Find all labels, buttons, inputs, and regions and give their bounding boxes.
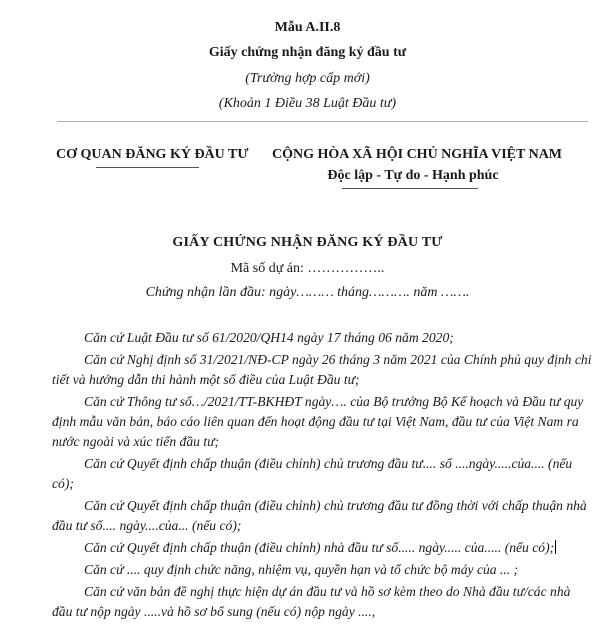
paragraph-investment-law: Căn cứ Luật Đầu tư số 61/2020/QH14 ngày 17 tháng 06 năm 2020; [84, 330, 454, 345]
republic-name: CỘNG HÒA XÃ HỘI CHỦ NGHĨA VIỆT NAM [272, 147, 563, 162]
national-motto: Độc lập - Tự do - Hạnh phúc [327, 168, 499, 183]
form-code: Mẫu A.II.8 [274, 20, 341, 35]
case-note: (Trường hợp cấp mới) [245, 71, 370, 86]
first-certification-date: Chứng nhận lần đầu: ngày……… tháng………. năm ……. [145, 285, 470, 300]
paragraph-investor-decision-text: Căn cứ Quyết định chấp thuận (điều chỉnh) nhà đầu tư số..... ngày..... của..... (nếu có); [84, 540, 555, 555]
horizontal-divider [57, 121, 588, 122]
motto-underline [342, 188, 478, 189]
paragraph-policy-investor-decision: Căn cứ Quyết định chấp thuận (điều chỉnh) chủ trương đầu tư đồng thời với chấp thuận nhà đầu tư số.... ngày....của... (nếu có); [52, 498, 587, 533]
document-body[interactable] [52, 328, 592, 624]
paragraph-decree: Căn cứ Nghị định số 31/2021/NĐ-CP ngày 26 tháng 3 năm 2021 của Chính phủ quy định chi tiết và hướng dẫn thi hành một số điều của Luật Đầu tư; [52, 352, 592, 387]
paragraph-proposal: Căn cứ văn bản đề nghị thực hiện dự án đầu tư và hồ sơ kèm theo do Nhà đầu tư/các nhà đầu tư nộp ngày .....và hồ sơ bổ sung (nếu có) nộp ngày ...., [52, 584, 571, 619]
agency-name: CƠ QUAN ĐĂNG KÝ ĐẦU TƯ [56, 147, 249, 162]
paragraph-circular: Căn cứ Thông tư số…/2021/TT-BKHĐT ngày…. của Bộ trưởng Bộ Kế hoạch và Đầu tư quy định mẫu văn bản, báo cáo liên quan đến hoạt động đầu tư tại Việt Nam, đầu tư của Việt Nam ra nước ngoài và xúc tiến đầu tư; [52, 394, 584, 449]
project-code: Mã số dự án: …………….. [230, 261, 385, 276]
form-name: Giấy chứng nhận đăng ký đầu tư [208, 45, 407, 60]
paragraph-functions: Căn cứ .... quy định chức năng, nhiệm vụ, quyền hạn và tổ chức bộ máy của ... ; [84, 562, 519, 577]
legal-basis-note: (Khoản 1 Điều 38 Luật Đầu tư) [218, 96, 397, 111]
agency-underline [96, 167, 199, 168]
certificate-title: GIẤY CHỨNG NHẬN ĐĂNG KÝ ĐẦU TƯ [172, 235, 443, 250]
text-cursor [555, 540, 556, 554]
paragraph-investor-decision[interactable] [52, 538, 592, 558]
paragraph-policy-decision: Căn cứ Quyết định chấp thuận (điều chỉnh) chủ trương đầu tư.... số ....ngày.....của.... (nếu có); [52, 456, 573, 491]
